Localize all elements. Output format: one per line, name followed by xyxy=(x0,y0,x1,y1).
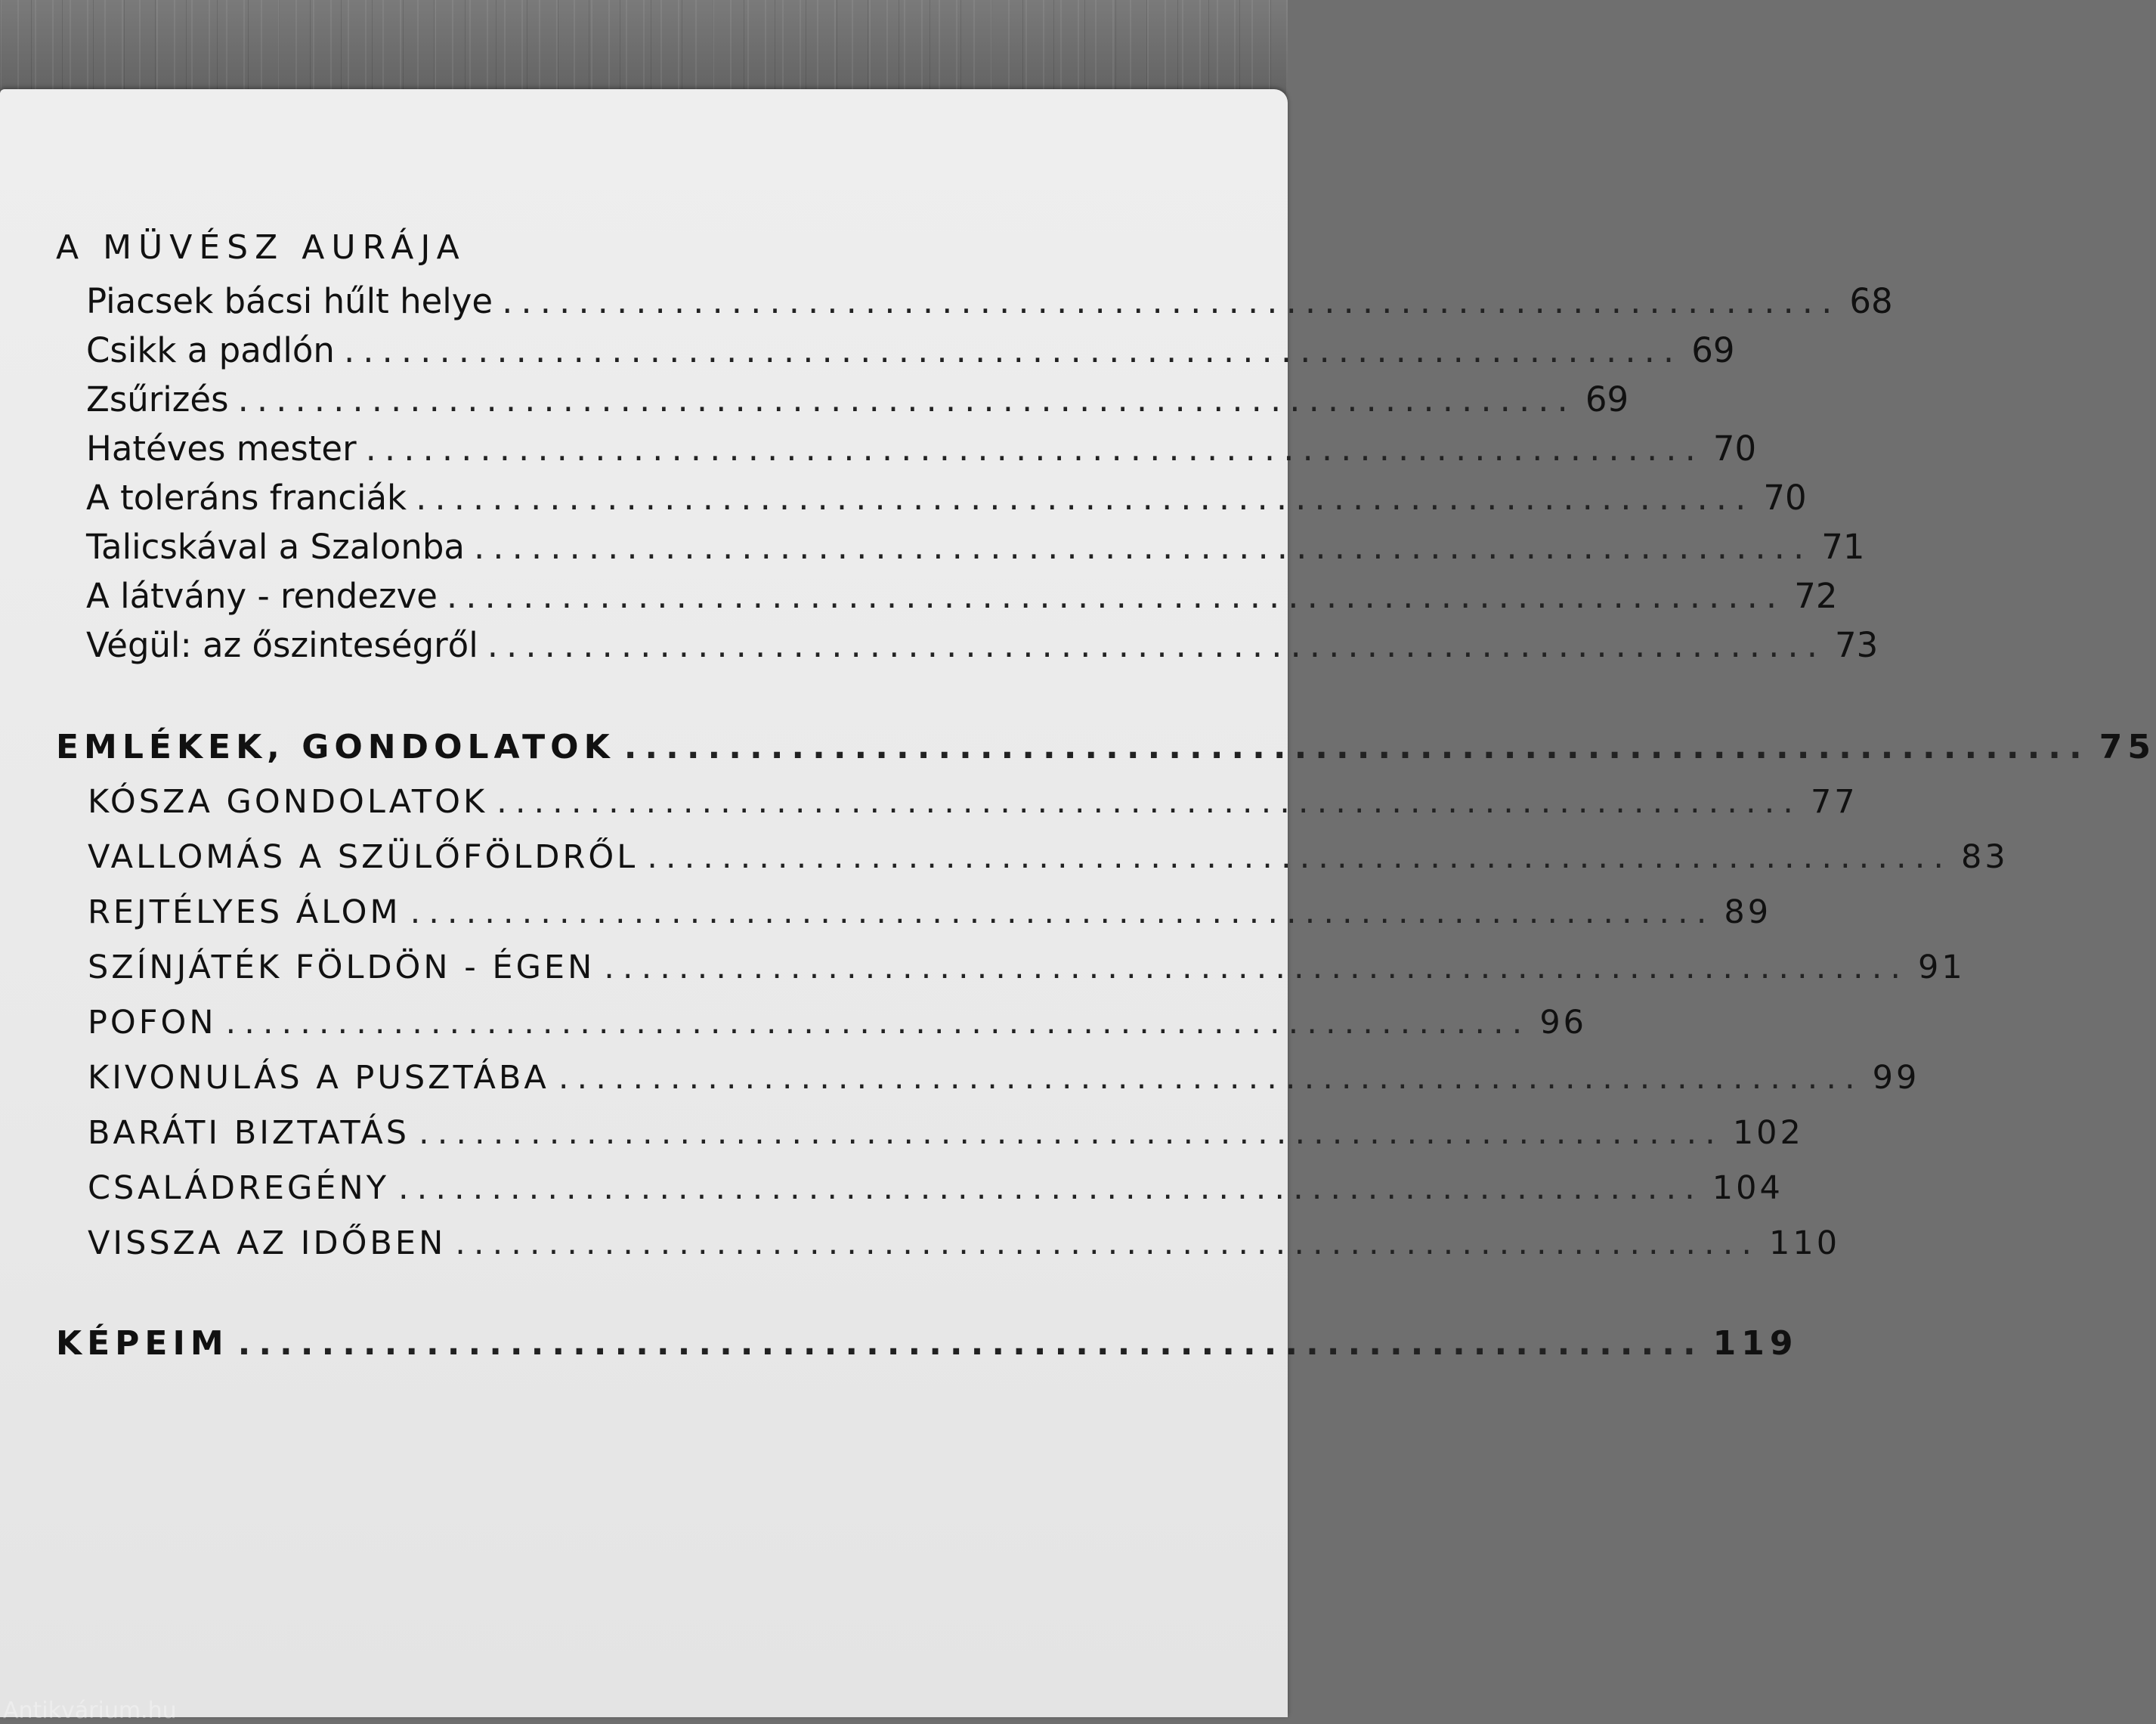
dot-leader: ...................................................................... xyxy=(237,1324,1704,1363)
toc-entry-title: KIVONULÁS A PUSZTÁBA xyxy=(88,1059,549,1097)
dot-leader: ...................................................................... xyxy=(623,728,2090,766)
dot-leader: ...................................................................... xyxy=(455,1224,1761,1262)
toc-entry-title: KÓSZA GONDOLATOK xyxy=(88,783,488,821)
dot-leader: ...................................................................... xyxy=(647,838,1953,876)
dot-leader: ...................................................................... xyxy=(410,893,1715,931)
toc-entry-title: Hatéves mester xyxy=(86,429,357,469)
toc-entry-page: 73 xyxy=(1835,625,1879,665)
toc-entry-page: 77 xyxy=(1810,783,1858,821)
toc-entry-title: SZÍNJÁTÉK FÖLDÖN - ÉGEN xyxy=(88,949,595,986)
toc-entry-page: 69 xyxy=(1585,379,1629,419)
toc-entry-page: 70 xyxy=(1763,478,1807,518)
toc-entry-page: 104 xyxy=(1712,1169,1783,1207)
dot-leader: ...................................................................... xyxy=(419,1114,1724,1152)
toc-entry-page: 91 xyxy=(1918,949,1966,986)
toc-entry xyxy=(86,478,1807,518)
toc-entry xyxy=(88,1114,1804,1152)
dot-leader: ...................................................................... xyxy=(487,625,1827,665)
toc-part xyxy=(56,1324,1799,1363)
toc-entry xyxy=(88,783,1858,821)
toc-entry-title: BARÁTI BIZTATÁS xyxy=(88,1114,410,1152)
watermark-text: Antikvárium.hu xyxy=(3,1698,177,1724)
toc-entry xyxy=(88,1224,1841,1262)
toc-entry-page: 99 xyxy=(1872,1059,1920,1097)
toc-part-page: 75 xyxy=(2099,728,2156,766)
dot-leader: ...................................................................... xyxy=(397,1169,1703,1207)
toc-entry-title: VALLOMÁS A SZÜLŐFÖLDRŐL xyxy=(88,838,639,876)
toc-entry-page: 102 xyxy=(1732,1114,1804,1152)
toc-entry xyxy=(88,1059,1920,1097)
toc-entry-title: Végül: az őszinteségről xyxy=(86,625,478,665)
toc-part xyxy=(56,728,2156,766)
toc-entry-title: Talicskával a Szalonba xyxy=(86,527,465,567)
dot-leader: ...................................................................... xyxy=(496,783,1802,821)
toc-entry-page: 68 xyxy=(1849,281,1893,321)
toc-entry-title: A toleráns franciák xyxy=(86,478,407,518)
toc-entry-page: 83 xyxy=(1961,838,2009,876)
toc-entry-page: 70 xyxy=(1712,429,1757,469)
toc-entry-title: Csikk a padlón xyxy=(86,330,335,370)
dot-leader: ...................................................................... xyxy=(502,281,1841,321)
toc-entry-page: 96 xyxy=(1539,1004,1588,1042)
toc-entry-title: A látvány - rendezve xyxy=(86,576,438,616)
toc-entry-title: POFON xyxy=(88,1004,217,1042)
toc-entry-title: REJTÉLYES ÁLOM xyxy=(88,893,401,931)
toc-entry xyxy=(86,527,1865,567)
toc-part-page: 119 xyxy=(1712,1324,1799,1363)
toc-part-title: KÉPEIM xyxy=(56,1324,229,1363)
toc-entry-title: Zsűrizés xyxy=(86,379,229,419)
toc-entry xyxy=(86,625,1879,665)
toc-entry-title: Piacsek bácsi hűlt helye xyxy=(86,281,493,321)
toc-entry-title: CSALÁDREGÉNY xyxy=(88,1169,389,1207)
toc-entry xyxy=(86,281,1893,321)
toc-entry xyxy=(86,379,1629,419)
dot-leader: ...................................................................... xyxy=(343,330,1683,370)
section-heading: A MÜVÉSZ AURÁJA xyxy=(56,228,466,267)
toc-entry-page: 69 xyxy=(1691,330,1735,370)
toc-entry xyxy=(88,893,1772,931)
toc-entry xyxy=(86,429,1757,469)
toc-entry-page: 71 xyxy=(1821,527,1865,567)
toc-part-title: EMLÉKEK, GONDOLATOK xyxy=(56,728,615,766)
toc-entry-page: 110 xyxy=(1769,1224,1841,1262)
dot-leader: ...................................................................... xyxy=(558,1059,1864,1097)
toc-entry xyxy=(88,1004,1588,1042)
toc-entry-page: 89 xyxy=(1724,893,1772,931)
dot-leader: ...................................................................... xyxy=(446,576,1786,616)
dot-leader: ...................................................................... xyxy=(604,949,1910,986)
toc-entry xyxy=(88,1169,1783,1207)
dot-leader: ...................................................................... xyxy=(365,429,1704,469)
toc-entry-page: 72 xyxy=(1794,576,1838,616)
toc-entry xyxy=(86,576,1838,616)
toc-entry xyxy=(88,838,2009,876)
toc-entry-title: VISSZA AZ IDŐBEN xyxy=(88,1224,447,1262)
toc-entry xyxy=(88,949,1966,986)
toc-entry xyxy=(86,330,1735,370)
dot-leader: ...................................................................... xyxy=(237,379,1576,419)
dot-leader: ...................................................................... xyxy=(416,478,1755,518)
dot-leader: ...................................................................... xyxy=(474,527,1813,567)
dot-leader: ...................................................................... xyxy=(225,1004,1531,1042)
